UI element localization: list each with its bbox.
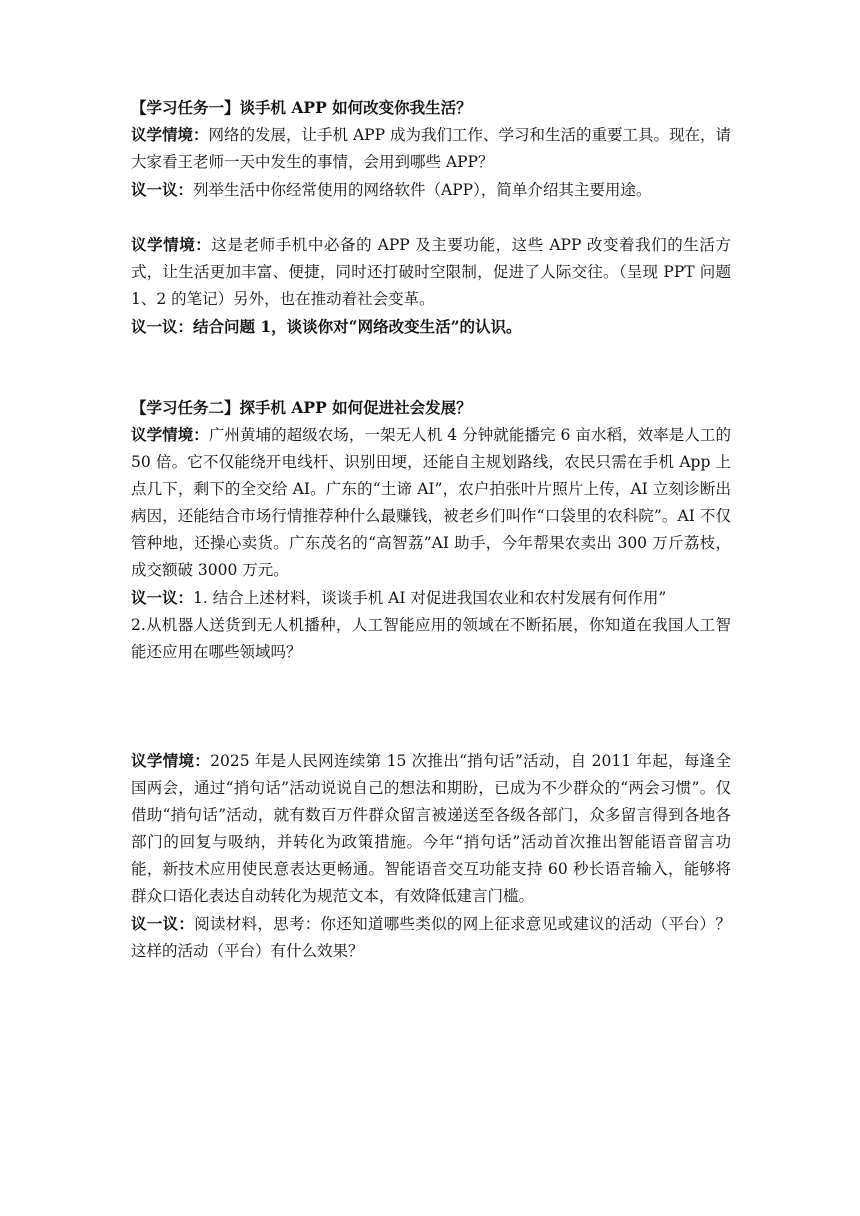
spacer (131, 666, 731, 747)
task2-scenario-2 (131, 747, 731, 910)
task1-discussion-2: 议一议：结合问题 1，谈谈你对“网络改变生活”的认识。 (131, 317, 522, 336)
task1-discussion-1 (131, 176, 731, 204)
discussion-label: 议一议： (131, 914, 195, 933)
scenario-text: 2025 年是人民网连续第 15 次推出“捎句话”活动，自 2011 年起，每逢全国两会，通过“捎句话”活动说说自己的想法和期盼，已成为不少群众的“两会习惯”。仅借助“捎句话”活动，就有数百万件群众留言被递送至各级各部门，众多留言得到各地各部门的回复与吸纳，并转化为政策措施。今年“捎句话”活动首次推出智能语音留言功能，新技术应用使民意表达更畅通。智能语音交互功能支持 60 秒长语音输入，能够将群众口语化表达自动转化为规范文本，有效降低建言门槛。 (131, 752, 731, 905)
scenario-label: 议学情境： (131, 235, 212, 254)
task2-discussion-2: 2.从机器人送货到无人机播种，人工智能应用的领域在不断拓展，你知道在我国人工智能还应用在哪些领域吗？ (131, 616, 731, 661)
discussion-text: 阅读材料，思考：你还知道哪些类似的网上征求意见或建议的活动（平台）？这样的活动（平台）有什么效果？ (131, 915, 731, 960)
discussion-label: 议一议： (131, 180, 194, 199)
scenario-label: 议学情境： (131, 125, 209, 144)
spacer (131, 204, 731, 231)
task1-heading: 【学习任务一】谈手机 APP 如何改变你我生活？ (131, 98, 472, 117)
scenario-label: 议学情境： (131, 425, 209, 444)
scenario-text: 网络的发展，让手机 APP 成为我们工作、学习和生活的重要工具。现在，请大家看王老师一天中发生的事情，会用到哪些 APP？ (131, 126, 731, 171)
task1-scenario-1 (131, 121, 731, 176)
task1-scenario-2 (131, 231, 731, 313)
task2-scenario-1 (131, 421, 731, 584)
task2-discussion-1 (131, 584, 731, 612)
task2-heading: 【学习任务二】探手机 APP 如何促进社会发展？ (131, 398, 472, 417)
discussion-text: 1. 结合上述材料，谈谈手机 AI 对促进我国农业和农村发展有何作用” (193, 589, 667, 607)
scenario-label: 议学情境： (131, 751, 211, 770)
discussion-label: 议一议： (131, 588, 194, 607)
task2-discussion-3 (131, 910, 731, 965)
discussion-text: 列举生活中你经常使用的网络软件（APP），简单介绍其主要用途。 (193, 181, 652, 199)
scenario-text: 这是老师手机中必备的 APP 及主要功能，这些 APP 改变着我们的生活方式，让生活更加丰富、便捷，同时还打破时空限制，促进了人际交往。（呈现 PPT 问题 1、2 的笔记）另外，也在推动着社会变革。 (131, 236, 731, 308)
scenario-text: 广州黄埔的超级农场，一架无人机 4 分钟就能播完 6 亩水稻，效率是人工的 50 倍。它不仅能绕开电线杆、识别田埂，还能自主规划路线，农民只需在手机 App 上点几下，剩下的全交给 AI。广东的“土谛 AI”，农户拍张叶片照片上传，AI 立刻诊断出病因，还能结合市场行情推荐种什么最赚钱，被老乡们叫作“口袋里的农科院”。AI 不仅管种地，还操心卖货。广东茂名的“高智荔”AI 助手，今年帮果农卖出 300 万斤荔枝，成交额破 3000 万元。 (131, 426, 731, 579)
document-page (131, 94, 731, 965)
spacer (131, 340, 731, 394)
